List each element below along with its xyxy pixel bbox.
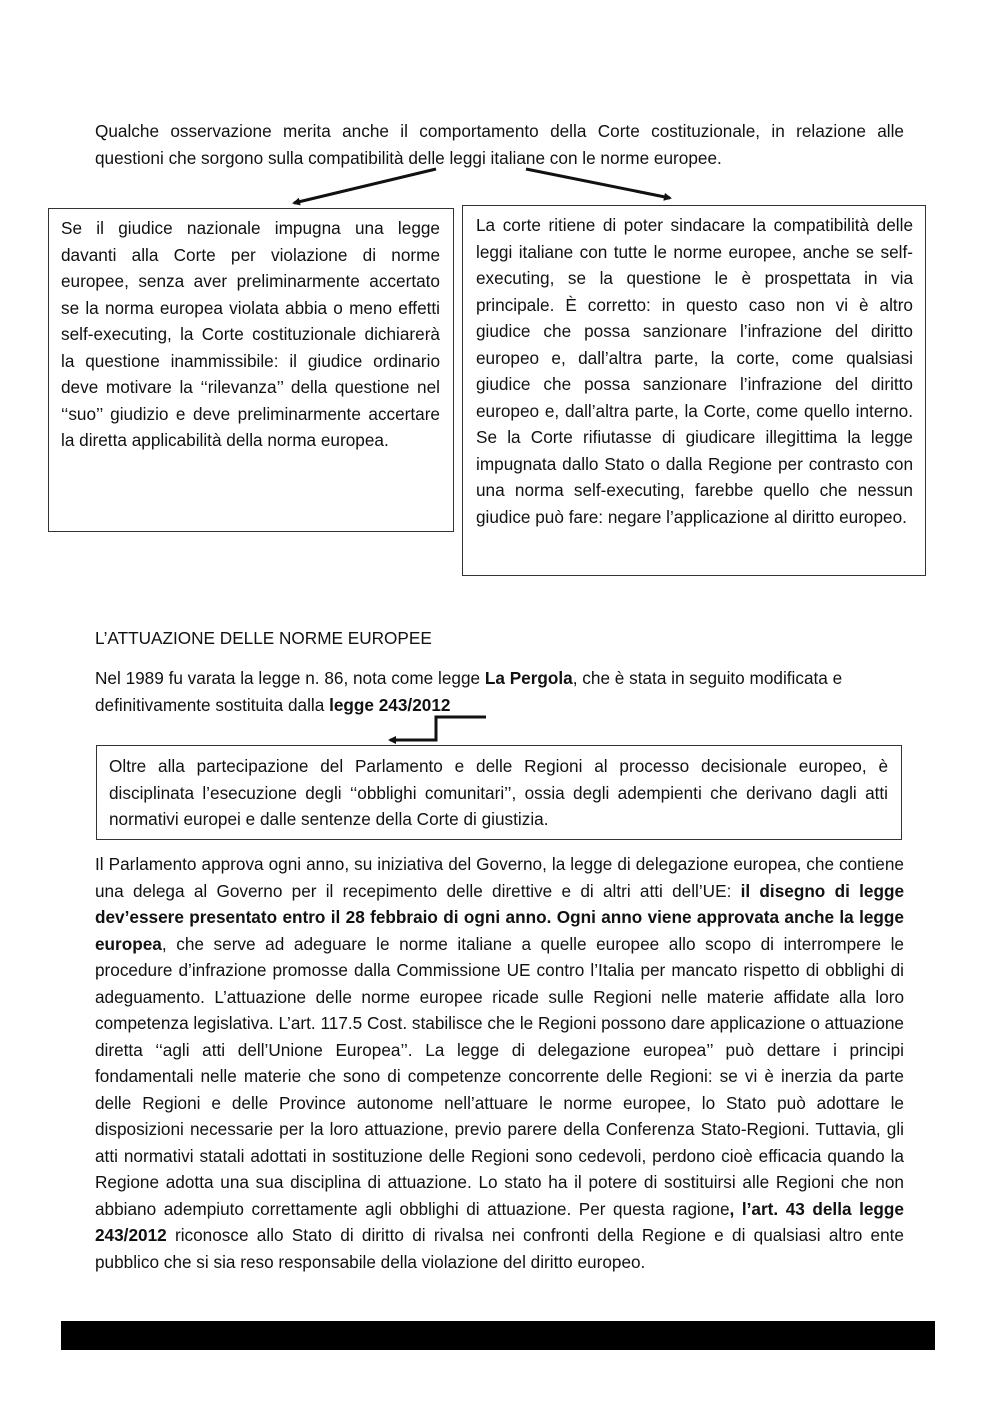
left-note-text: Se il giudice nazionale impugna una legge davanti alla Corte per violazione di norme europee, senza aver preliminarmente accertato se la norma europea violata abbia o meno effetti self-executing, la Corte costituzionale dichiarerà la questione inammissibile: il giudice ordinario deve motivare la ‘‘rilevanza’’ della questione nel ‘‘suo’’ giudizio e deve preliminarmente accertare la diretta applicabilità della norma europea.: [61, 218, 440, 450]
law-1989-text-a: Nel 1989 fu varata la legge n. 86, nota come legge: [95, 668, 485, 688]
main-bold-1: il disegno di legge dev’essere presentato entro il 28 febbraio di ogni anno. Ogni anno viene approvata anche la legge europea: [95, 880, 904, 954]
arrow-right-icon: [526, 169, 670, 198]
main-bold-2: , l’art. 43 della legge 243/2012: [95, 1198, 904, 1245]
main-text-1: Il Parlamento approva ogni anno, su iniziativa del Governo, la legge di delegazione europea, che contiene una delega al Governo per il recepimento delle direttive e di altri atti dell’UE:: [95, 854, 904, 901]
right-note-box: [462, 205, 926, 576]
main-paragraph: [95, 851, 904, 1275]
law-1989-text-b: , che è stata in seguito modificata e definitivamente sostituita dalla: [95, 668, 843, 715]
right-note-text: La corte ritiene di poter sindacare la compatibilità delle leggi italiane con tutte le norme europee, anche se self-executing, se la questione le è prospettata in via principale. È corretto: in questo caso non vi è altro giudice che possa sanzionare l’infrazione del diritto europeo e, dall’altra parte, la corte, come qualsiasi giudice che possa sanzionare l’infrazione del diritto europeo e, dall’altra parte, la Corte, come quello interno. Se la Corte rifiutasse di giudicare illegittima la legge impugnata dallo Stato o dalla Regione per contrasto con una norma self-executing, farebbe quello che nessun giudice può fare: negare l’applicazione al diritto europeo.: [476, 215, 913, 527]
la-pergola-bold: La Pergola: [484, 668, 573, 688]
arrow-left-icon: [294, 169, 436, 203]
left-note-box: [48, 208, 454, 532]
law-243-bold: legge 243/2012: [329, 694, 451, 715]
section-heading: L’ATTUAZIONE DELLE NORME EUROPEE: [95, 628, 432, 648]
main-text-3: riconosce allo Stato di diritto di rivalsa nei confronti della Regione e di qualsiasi altro ente pubblico che si sia reso responsabile della violazione del diritto europeo.: [95, 1225, 904, 1272]
intro-paragraph: Qualche osservazione merita anche il comportamento della Corte costituzionale, in relazione alle questioni che sorgono sulla compatibilità delle leggi italiane con le norme europee.: [95, 121, 904, 168]
footer-bar: [61, 1321, 935, 1350]
law-1989-paragraph: [95, 665, 904, 718]
middle-note-box: [96, 745, 902, 840]
main-text-2: , che serve ad adeguare le norme italiane a quelle europee allo scopo di interrompere le procedure d’infrazione promosse dalla Commissione UE contro l’Italia per mancato rispetto di obblighi di adeguamento. L’attuazione delle norme europee ricade sulle Regioni nelle materie affidate alla loro competenza legislativa. L’art. 117.5 Cost. stabilisce che le Regioni possono dare applicazione o attuazione diretta ‘‘agli atti dell’Unione Europea’’. La legge di delegazione europea’’ può dettare i principi fondamentali nelle materie che sono di competenze concorrente delle Regioni: se vi è inerzia da parte delle Regioni e delle Province autonome nell’attuare le norme europee, lo Stato può adottare le disposizioni necessarie per la loro attuazione, previo parere della Conferenza Stato-Regioni. Tuttavia, gli atti normativi statali adottati in sostituzione delle Regioni sono cedevoli, perdono cioè efficacia quando la Regione adotta una sua disciplina di attuazione. Lo stato ha il potere di sostituirsi alle Regioni che non abbiano adempiuto correttamente agli obblighi di attuazione. Per questa ragione: [95, 933, 904, 1219]
middle-note-text: Oltre alla partecipazione del Parlamento e delle Regioni al processo decisionale europeo, è disciplinata l’esecuzione degli ‘‘obblighi comunitari’’, ossia degli adempienti che derivano dagli atti normativi europei e dalle sentenze della Corte di giustizia.: [109, 756, 888, 829]
elbow-arrow-icon: [390, 717, 486, 740]
